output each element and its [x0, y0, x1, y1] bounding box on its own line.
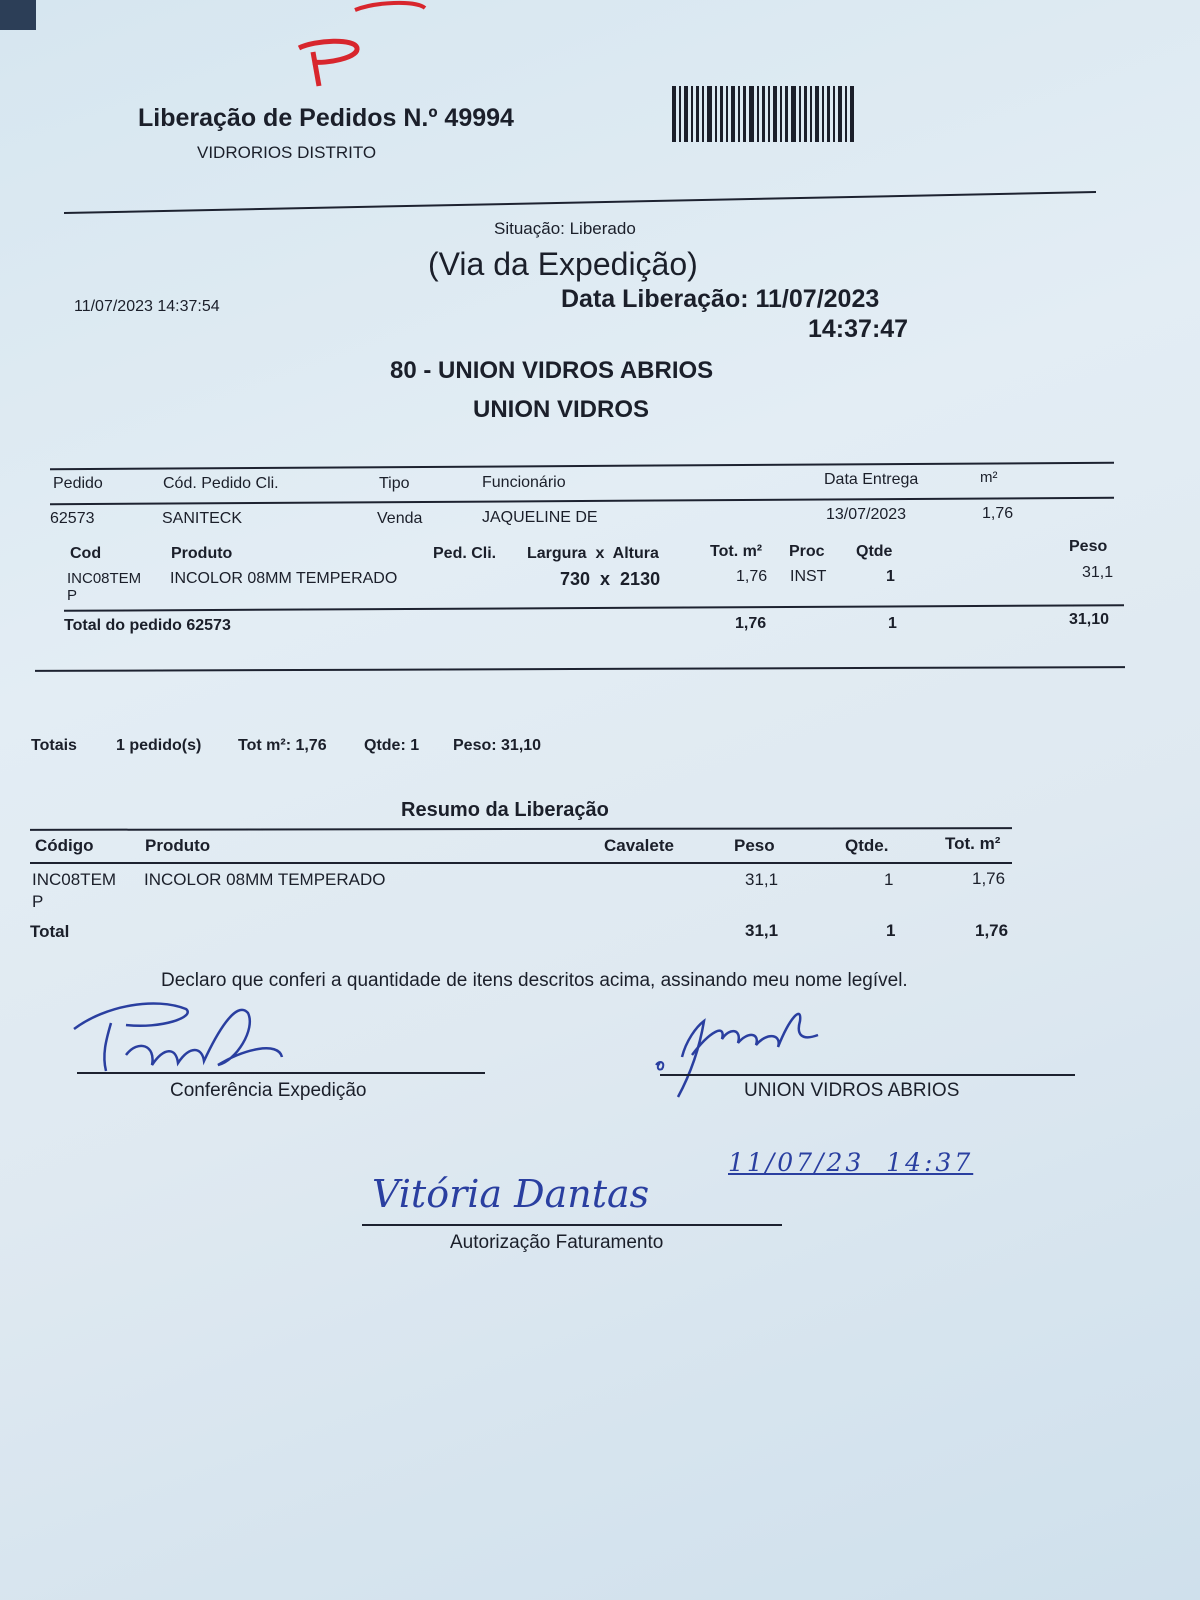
barcode — [672, 86, 856, 142]
print-datetime: 11/07/2023 14:37:54 — [74, 298, 220, 315]
order-table-top-line — [50, 462, 1114, 470]
resumo-total-qtde: 1 — [886, 921, 896, 940]
conferencia-label: Conferência Expedição — [170, 1080, 367, 1101]
col-funcionario: Funcionário — [482, 474, 566, 491]
resumo-header-underline — [30, 862, 1012, 864]
items-col-ped-cli: Ped. Cli. — [433, 545, 497, 562]
resumo-top-line — [30, 827, 1012, 831]
items-col-cod: Cod — [70, 545, 102, 562]
resumo-col-codigo: Código — [35, 836, 94, 855]
resumo-col-qtde: Qtde. — [845, 836, 889, 855]
red-pen-mark — [285, 0, 445, 90]
resumo-col-cavalete: Cavalete — [604, 836, 674, 855]
cliente-label: UNION VIDROS ABRIOS — [744, 1080, 960, 1101]
client-line-1: 80 - UNION VIDROS ABRIOS — [390, 357, 714, 384]
handwritten-name: Vitória Dantas — [372, 1172, 650, 1216]
item-produto: INCOLOR 08MM TEMPERADO — [170, 570, 398, 587]
order-total-label: Total do pedido 62573 — [64, 617, 231, 634]
order-total-m2: 1,76 — [735, 615, 767, 632]
resumo-produto: INCOLOR 08MM TEMPERADO — [144, 870, 386, 889]
items-col-qtde: Qtde — [856, 543, 893, 560]
company-name: VIDRORIOS DISTRITO — [197, 143, 377, 162]
tipo-value: Venda — [377, 510, 423, 527]
document-title: Liberação de Pedidos N.º 49994 — [138, 104, 514, 132]
autorizacao-label: Autorização Faturamento — [450, 1232, 664, 1253]
totais-pedidos: 1 pedido(s) — [116, 737, 202, 754]
totais-label: Totais — [31, 737, 77, 754]
resumo-peso: 31,1 — [745, 870, 779, 889]
col-m2: m² — [980, 469, 998, 486]
data-liberacao: Data Liberação: 11/07/2023 — [561, 285, 880, 313]
resumo-total-m2: 1,76 — [975, 921, 1009, 940]
resumo-m2: 1,76 — [972, 869, 1006, 888]
data-liberacao-time: 14:37:47 — [808, 315, 909, 343]
totais-m2: Tot m²: 1,76 — [238, 737, 327, 754]
items-col-proc: Proc — [789, 543, 825, 560]
resumo-total-label: Total — [30, 922, 70, 941]
item-tot-m2: 1,76 — [736, 568, 768, 585]
order-total-qtde: 1 — [888, 615, 897, 632]
item-qtde: 1 — [886, 568, 895, 585]
resumo-col-peso: Peso — [734, 836, 775, 855]
totais-peso: Peso: 31,10 — [453, 737, 542, 754]
declaration-text: Declaro que conferi a quantidade de itens descritos acima, assinando meu nome legível. — [161, 970, 908, 991]
autorizacao-signature-line — [362, 1224, 782, 1226]
data-entrega-value: 13/07/2023 — [826, 506, 907, 523]
resumo-codigo-line1: INC08TEM — [32, 870, 117, 889]
resumo-qtde: 1 — [884, 870, 894, 889]
funcionario-value: JAQUELINE DE — [482, 509, 598, 526]
col-tipo: Tipo — [379, 475, 410, 492]
item-proc: INST — [790, 568, 827, 585]
situacao-text: Situação: Liberado — [494, 219, 636, 238]
photo-edge — [0, 0, 36, 30]
resumo-col-produto: Produto — [145, 836, 211, 855]
conferencia-signature-line — [77, 1072, 485, 1074]
items-col-tot-m2: Tot. m² — [710, 543, 763, 560]
item-peso: 31,1 — [1082, 564, 1114, 581]
pedido-value: 62573 — [50, 510, 95, 527]
item-cod-line2: P — [67, 587, 78, 604]
col-cod-pedido-cli: Cód. Pedido Cli. — [163, 475, 279, 492]
via-title: (Via da Expedição) — [428, 246, 698, 282]
items-col-produto: Produto — [171, 545, 233, 562]
col-data-entrega: Data Entrega — [824, 471, 919, 488]
item-divider — [64, 604, 1124, 612]
order-header-underline — [50, 497, 1114, 505]
totais-qtde: Qtde: 1 — [364, 737, 420, 754]
m2-value: 1,76 — [982, 505, 1014, 522]
resumo-total-peso: 31,1 — [745, 921, 779, 940]
resumo-codigo-line2: P — [32, 892, 44, 911]
resumo-col-m2: Tot. m² — [945, 834, 1001, 853]
item-cod-line1: INC08TEM — [67, 570, 142, 587]
col-pedido: Pedido — [53, 475, 103, 492]
order-total-peso: 31,10 — [1069, 611, 1110, 628]
items-col-largura-altura: Largura x Altura — [527, 545, 659, 562]
header-divider — [64, 188, 1100, 218]
cod-pedido-cli-value: SANITECK — [162, 510, 243, 527]
item-dims: 730 x 2130 — [560, 569, 661, 589]
handwritten-date: 11/07/23 14:37 — [728, 1148, 974, 1177]
order-table-bottom-line — [35, 666, 1125, 672]
client-line-2: UNION VIDROS — [473, 396, 650, 423]
items-col-peso: Peso — [1069, 538, 1108, 555]
cliente-signature-line — [660, 1074, 1075, 1076]
resumo-title: Resumo da Liberação — [401, 799, 609, 821]
